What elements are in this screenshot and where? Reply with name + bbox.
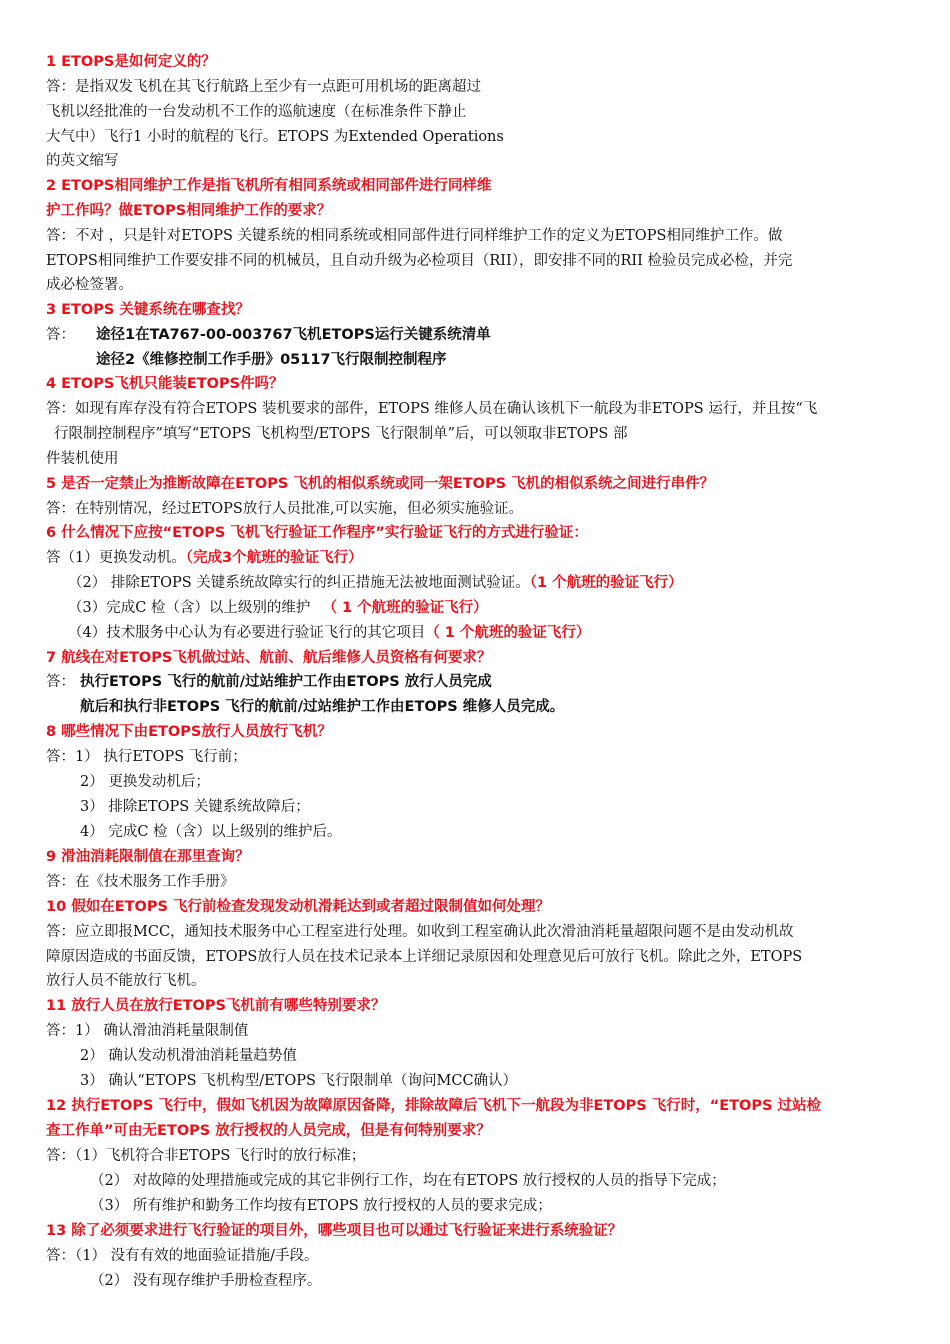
answer-1-line-2: 飞机以经批准的一台发动机不工作的巡航速度（在标准条件下静止 (46, 104, 467, 120)
answer-2-line-1: 答：不对 ，只是针对ETOPS 关键系统的相同系统或相同部件进行同样维护工作的定义为ETOPS相同维护工作。做 (46, 228, 783, 244)
question-8: 8 哪些情况下由ETOPS放行人员放行飞机？ (46, 724, 332, 740)
answer-6-row-4-note: （ 1 个航班的验证飞行） (425, 625, 591, 641)
answer-13-line-2: （2） 没有现存维护手册检查程序。 (90, 1273, 322, 1289)
question-3: 3 ETOPS 关键系统在哪查找？ (46, 302, 250, 318)
answer-3-prefix: 答： (46, 327, 75, 343)
answer-6-row-1 (46, 546, 363, 570)
answer-7-line-2: 航后和执行非ETOPS 飞行的航前/过站维护工作由ETOPS 维修人员完成。 (80, 699, 565, 715)
answer-6-row-3-note: （ 1 个航班的验证飞行） (322, 600, 488, 616)
question-5: 5 是否一定禁止为推断故障在ETOPS 飞机的相似系统或同一架ETOPS 飞机的相似系统之间进行串件？ (46, 476, 715, 492)
answer-5-line-1: 答：在特别情况，经过ETOPS放行人员批准,可以实施，但必须实施验证。 (46, 501, 523, 517)
question-1: 1 ETOPS是如何定义的？ (46, 54, 216, 70)
answer-7-prefix: 答： (46, 674, 75, 690)
question-2-line-1: 2 ETOPS相同维护工作是指飞机所有相同系统或相同部件进行同样维 (46, 178, 492, 194)
question-10: 10 假如在ETOPS 飞行前检查发现发动机滑耗达到或者超过限制值如何处理？ (46, 899, 550, 915)
question-12-line-2: 查工作单”可由无ETOPS 放行授权的人员完成，但是有何特别要求？ (46, 1123, 491, 1139)
answer-7-line-1: 执行ETOPS 飞行的航前/过站维护工作由ETOPS 放行人员完成 (80, 674, 492, 690)
answer-6-row-3 (68, 596, 488, 620)
answer-4-line-3: 件装机使用 (46, 451, 119, 467)
answer-11-line-3: 3） 确认“ETOPS 飞机构型/ETOPS 飞行限制单（询问MCC确认） (80, 1073, 518, 1089)
answer-6-row-2 (68, 571, 683, 595)
answer-9-line-1: 答：在《技术服务工作手册》 (46, 874, 235, 890)
question-7: 7 航线在对ETOPS飞机做过站、航前、航后维修人员资格有何要求？ (46, 650, 492, 666)
question-9: 9 滑油消耗限制值在那里查询？ (46, 849, 250, 865)
answer-6-row-3-text: （3）完成C 检（含）以上级别的维护 (68, 600, 311, 616)
answer-8-line-2: 2） 更换发动机后； (80, 774, 210, 790)
question-12-line-1: 12 执行ETOPS 飞行中，假如飞机因为故障原因备降，排除故障后飞机下一航段为非ETOPS 飞行时，“ETOPS 过站检 (46, 1098, 821, 1114)
answer-11-line-1: 答：1） 确认滑油消耗量限制值 (46, 1023, 249, 1039)
answer-8-line-1: 答：1） 执行ETOPS 飞行前； (46, 749, 247, 765)
answer-8-line-4: 4） 完成C 检（含）以上级别的维护后。 (80, 824, 342, 840)
answer-8-line-3: 3） 排除ETOPS 关键系统故障后； (80, 799, 310, 815)
answer-6-row-2-text: （2） 排除ETOPS 关键系统故障实行的纠正措施无法被地面测试验证。 (68, 575, 530, 591)
answer-11-line-2: 2） 确认发动机滑油消耗量趋势值 (80, 1048, 297, 1064)
answer-6-row-1-note: （完成3个航班的验证飞行） (185, 550, 363, 566)
answer-6-row-1-text: 答（1）更换发动机。 (46, 550, 186, 566)
answer-1-line-1: 答：是指双发飞机在其飞行航路上至少有一点距可用机场的距离超过 (46, 79, 481, 95)
answer-10-line-2: 障原因造成的书面反馈，ETOPS放行人员在技术记录本上详细记录原因和处理意见后可放行飞机。除此之外，ETOPS (46, 949, 803, 965)
answer-1-line-3: 大气中）飞行1 小时的航程的飞行。ETOPS 为Extended Operations (46, 129, 504, 145)
answer-4-line-1: 答：如现有库存没有符合ETOPS 装机要求的部件，ETOPS 维修人员在确认该机下一航段为非ETOPS 运行，并且按“飞 (46, 401, 818, 417)
answer-10-line-1: 答：应立即报MCC，通知技术服务中心工程室进行处理。如收到工程室确认此次滑油消耗量超限问题不是由发动机故 (46, 924, 794, 940)
answer-3-line-1: 途径1在TA767-00-003767飞机ETOPS运行关键系统清单 (96, 327, 491, 343)
answer-2-line-2: ETOPS相同维护工作要安排不同的机械员，且自动升级为必检项目（RII），即安排不同的RII 检验员完成必检，并完 (46, 253, 793, 269)
answer-12-line-1: 答：（1）飞机符合非ETOPS 飞行时的放行标准； (46, 1148, 366, 1164)
answer-12-line-2: （2） 对故障的处理措施或完成的其它非例行工作，均在有ETOPS 放行授权的人员的指导下完成； (90, 1173, 726, 1189)
answer-6-row-4 (68, 621, 590, 645)
answer-6-row-4-text: （4）技术服务中心认为有必要进行验证飞行的其它项目 (68, 625, 426, 641)
question-2-line-2: 护工作吗？做ETOPS相同维护工作的要求？ (46, 203, 332, 219)
question-13: 13 除了必须要求进行飞行验证的项目外，哪些项目也可以通过飞行验证来进行系统验证？ (46, 1223, 623, 1239)
question-11: 11 放行人员在放行ETOPS飞机前有哪些特别要求？ (46, 998, 386, 1014)
answer-13-line-1: 答：（1） 没有有效的地面验证措施/手段。 (46, 1248, 319, 1264)
question-6: 6 什么情况下应按“ETOPS 飞机飞行验证工作程序”实行验证飞行的方式进行验证： (46, 525, 588, 541)
answer-12-line-3: （3） 所有维护和勤务工作均按有ETOPS 放行授权的人员的要求完成； (90, 1198, 552, 1214)
question-4: 4 ETOPS飞机只能装ETOPS件吗？ (46, 376, 284, 392)
answer-1-line-4: 的英文缩写 (46, 153, 119, 169)
answer-6-row-2-note: （1 个航班的验证飞行） (529, 575, 683, 591)
answer-10-line-3: 放行人员不能放行飞机。 (46, 973, 206, 989)
answer-4-line-2: 行限制控制程序”填写“ETOPS 飞机构型/ETOPS 飞行限制单”后，可以领取非ETOPS 部 (54, 426, 628, 442)
answer-2-line-3: 成必检签署。 (46, 277, 133, 293)
answer-3-line-2: 途径2《维修控制工作手册》05117飞行限制控制程序 (96, 352, 447, 368)
